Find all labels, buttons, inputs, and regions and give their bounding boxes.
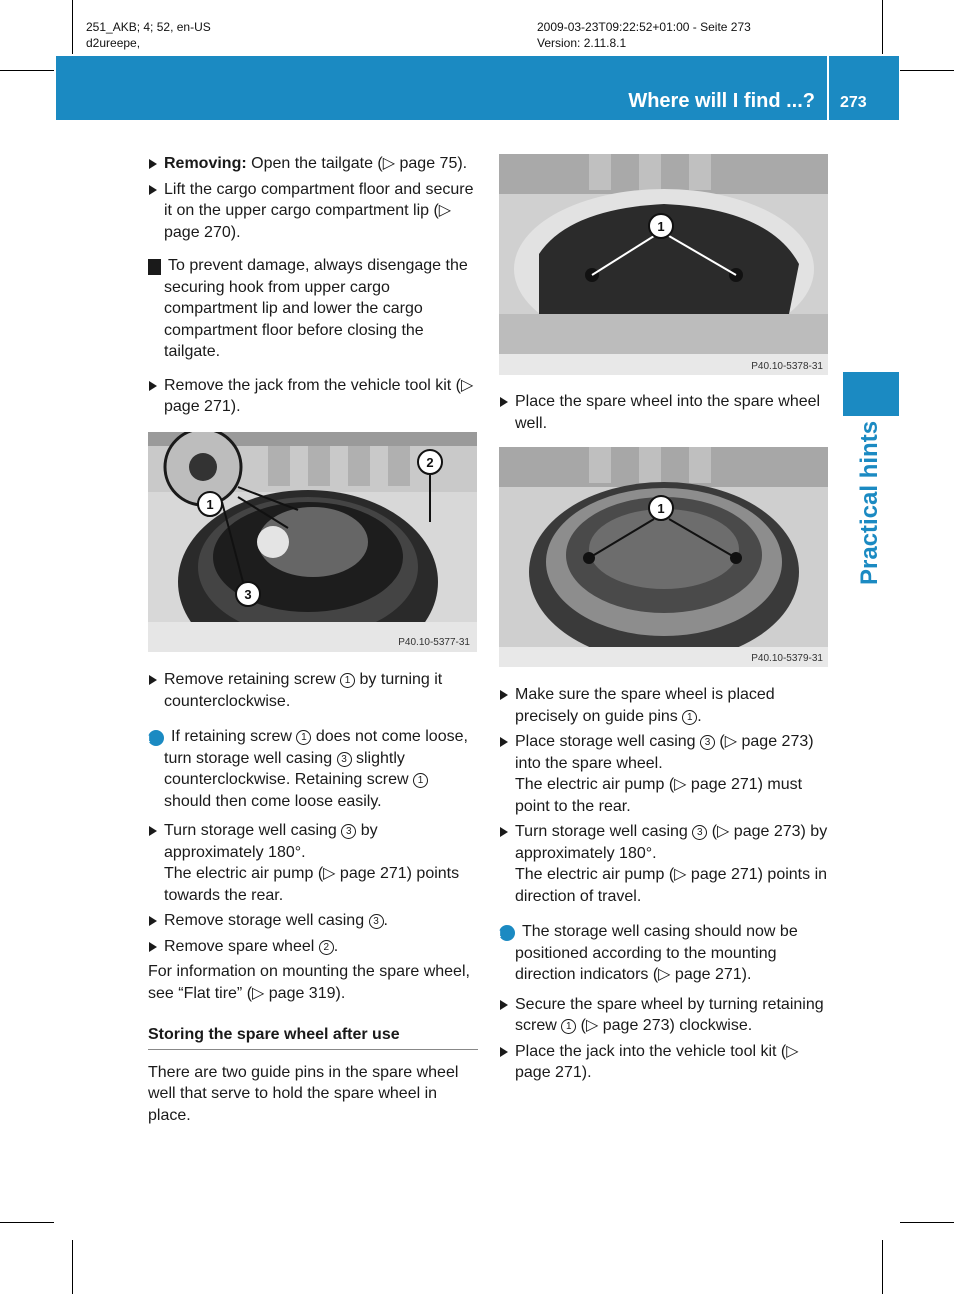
step-item: Place the spare wheel into the spare wheel well. [499, 391, 831, 434]
paragraph: For information on mounting the spare wheel, see “Flat tire” (▷ page 319). [148, 963, 470, 1002]
meta-line: Version: 2.11.8.1 [537, 36, 627, 50]
step-text: Remove retaining screw [164, 671, 341, 688]
meta-line: d2ureepe, [86, 36, 141, 50]
header-divider [827, 56, 829, 120]
info-text: does not come loose, turn storage well casing [164, 728, 468, 767]
side-tab-label: Practical hints [856, 420, 883, 585]
step-text: The electric air pump (▷ page 271) points in direction of travel. [515, 866, 828, 905]
crop-mark [0, 1222, 54, 1223]
step-text: (▷ page 273) by approximately 180°. [515, 823, 828, 862]
step-item [148, 669, 478, 712]
step-text: Remove spare wheel [164, 937, 319, 955]
marker-1: 1 [561, 1019, 576, 1034]
photo-callout: 1 [657, 501, 665, 516]
photo-illustration [499, 447, 828, 667]
crop-mark [0, 70, 54, 71]
page-number: 273 [840, 94, 867, 111]
marker-3: 3 [369, 914, 384, 929]
info-text: slightly counterclockwise. Retaining screw [164, 749, 413, 788]
meta-line: 251_AKB; 4; 52, en-US [86, 20, 211, 34]
step-text: Open the tailgate (▷ page 75). [246, 155, 468, 172]
left-column [144, 153, 478, 418]
step-text: by turning it counterclockwise. [164, 671, 443, 710]
info-text: The storage well casing should now be positioned according to the mounting direction indicators (▷ page 271). [515, 923, 798, 983]
crop-mark [72, 1240, 73, 1294]
right-column-top [499, 391, 831, 434]
photo-callout: 3 [244, 587, 252, 602]
step-text: The electric air pump (▷ page 271) points towards the rear. [164, 865, 460, 904]
step-text: Turn storage well casing [164, 822, 342, 839]
crop-mark [72, 0, 73, 54]
side-tab [843, 372, 899, 416]
spare-wheel-photo-3 [499, 447, 828, 667]
photo-reference: P40.10-5377-31 [398, 637, 470, 648]
photo-callout: 1 [206, 497, 214, 512]
step-text: . [697, 707, 702, 725]
warning-icon: ! [148, 259, 161, 275]
step-text: . [333, 937, 339, 955]
photo-reference: P40.10-5379-31 [751, 653, 823, 664]
right-column-lower [496, 684, 831, 1084]
step-text: Place storage well casing [515, 733, 700, 750]
step-item [148, 820, 478, 906]
marker-3: 3 [337, 752, 352, 767]
step-text: . [383, 912, 388, 929]
step-item: Place the jack into the vehicle tool kit (▷ page 271). [499, 1041, 831, 1084]
crop-mark [882, 0, 883, 54]
marker-2: 2 [319, 940, 334, 955]
marker-3: 3 [341, 824, 356, 839]
info-text: should then come loose easily. [164, 792, 382, 810]
step-item [499, 994, 831, 1037]
paragraph: There are two guide pins in the spare wheel well that serve to hold the spare wheel in place. [148, 1063, 459, 1124]
step-text: Turn storage well casing [515, 823, 693, 840]
crop-mark [900, 1222, 954, 1223]
subheading: Storing the spare wheel after use [148, 1024, 478, 1050]
warning-note [144, 255, 478, 363]
crop-mark [882, 1240, 883, 1294]
marker-1: 1 [413, 773, 428, 788]
print-meta-left [86, 19, 211, 51]
photo-illustration [499, 154, 828, 375]
photo-illustration [148, 432, 477, 652]
marker-3: 3 [700, 735, 715, 750]
marker-1: 1 [296, 730, 311, 745]
step-label: Removing: [164, 155, 247, 172]
step-item [499, 731, 831, 817]
step-item [148, 910, 478, 932]
photo-callout: 2 [426, 455, 434, 470]
step-text: The electric air pump (▷ page 271) must point to the rear. [515, 776, 803, 815]
left-column-lower [145, 669, 478, 1126]
step-text: (▷ page 273) into the spare wheel. [515, 733, 814, 772]
photo-reference: P40.10-5378-31 [751, 361, 823, 372]
header-bar [56, 56, 899, 120]
step-text: (▷ page 273) clockwise. [576, 1017, 753, 1034]
info-icon: i [499, 925, 515, 941]
marker-1: 1 [682, 710, 697, 725]
section-title: Where will I find ...? [628, 90, 815, 112]
step-text: Remove storage well casing [164, 912, 369, 929]
crop-mark [900, 70, 954, 71]
info-note [145, 726, 478, 812]
step-item [499, 821, 831, 907]
step-item [499, 684, 831, 727]
step-text: Secure the spare wheel by turning retaining screw [515, 995, 824, 1034]
info-icon: i [148, 730, 164, 746]
info-note [496, 921, 831, 986]
step-text: by approximately 180°. [164, 822, 378, 861]
step-text: Make sure the spare wheel is placed precisely on guide pins [515, 686, 775, 725]
marker-1: 1 [340, 673, 355, 688]
info-text: If retaining screw [171, 728, 297, 745]
step-item: Remove the jack from the vehicle tool kit (▷ page 271). [148, 375, 478, 418]
warning-text: To prevent damage, always disengage the securing hook from upper cargo compartment lip and lower the cargo compartment floor before closing the tailgate. [164, 257, 468, 360]
spare-wheel-photo-2 [499, 154, 828, 375]
print-meta-right [537, 19, 751, 51]
step-item [148, 936, 478, 958]
meta-line: 2009-03-23T09:22:52+01:00 - Seite 273 [537, 20, 751, 34]
step-item: Lift the cargo compartment floor and secure it on the upper cargo compartment lip (▷ page 270). [148, 179, 478, 244]
marker-3: 3 [692, 825, 707, 840]
spare-wheel-photo-1 [148, 432, 477, 652]
step-item [148, 153, 478, 175]
photo-callout: 1 [657, 219, 665, 234]
